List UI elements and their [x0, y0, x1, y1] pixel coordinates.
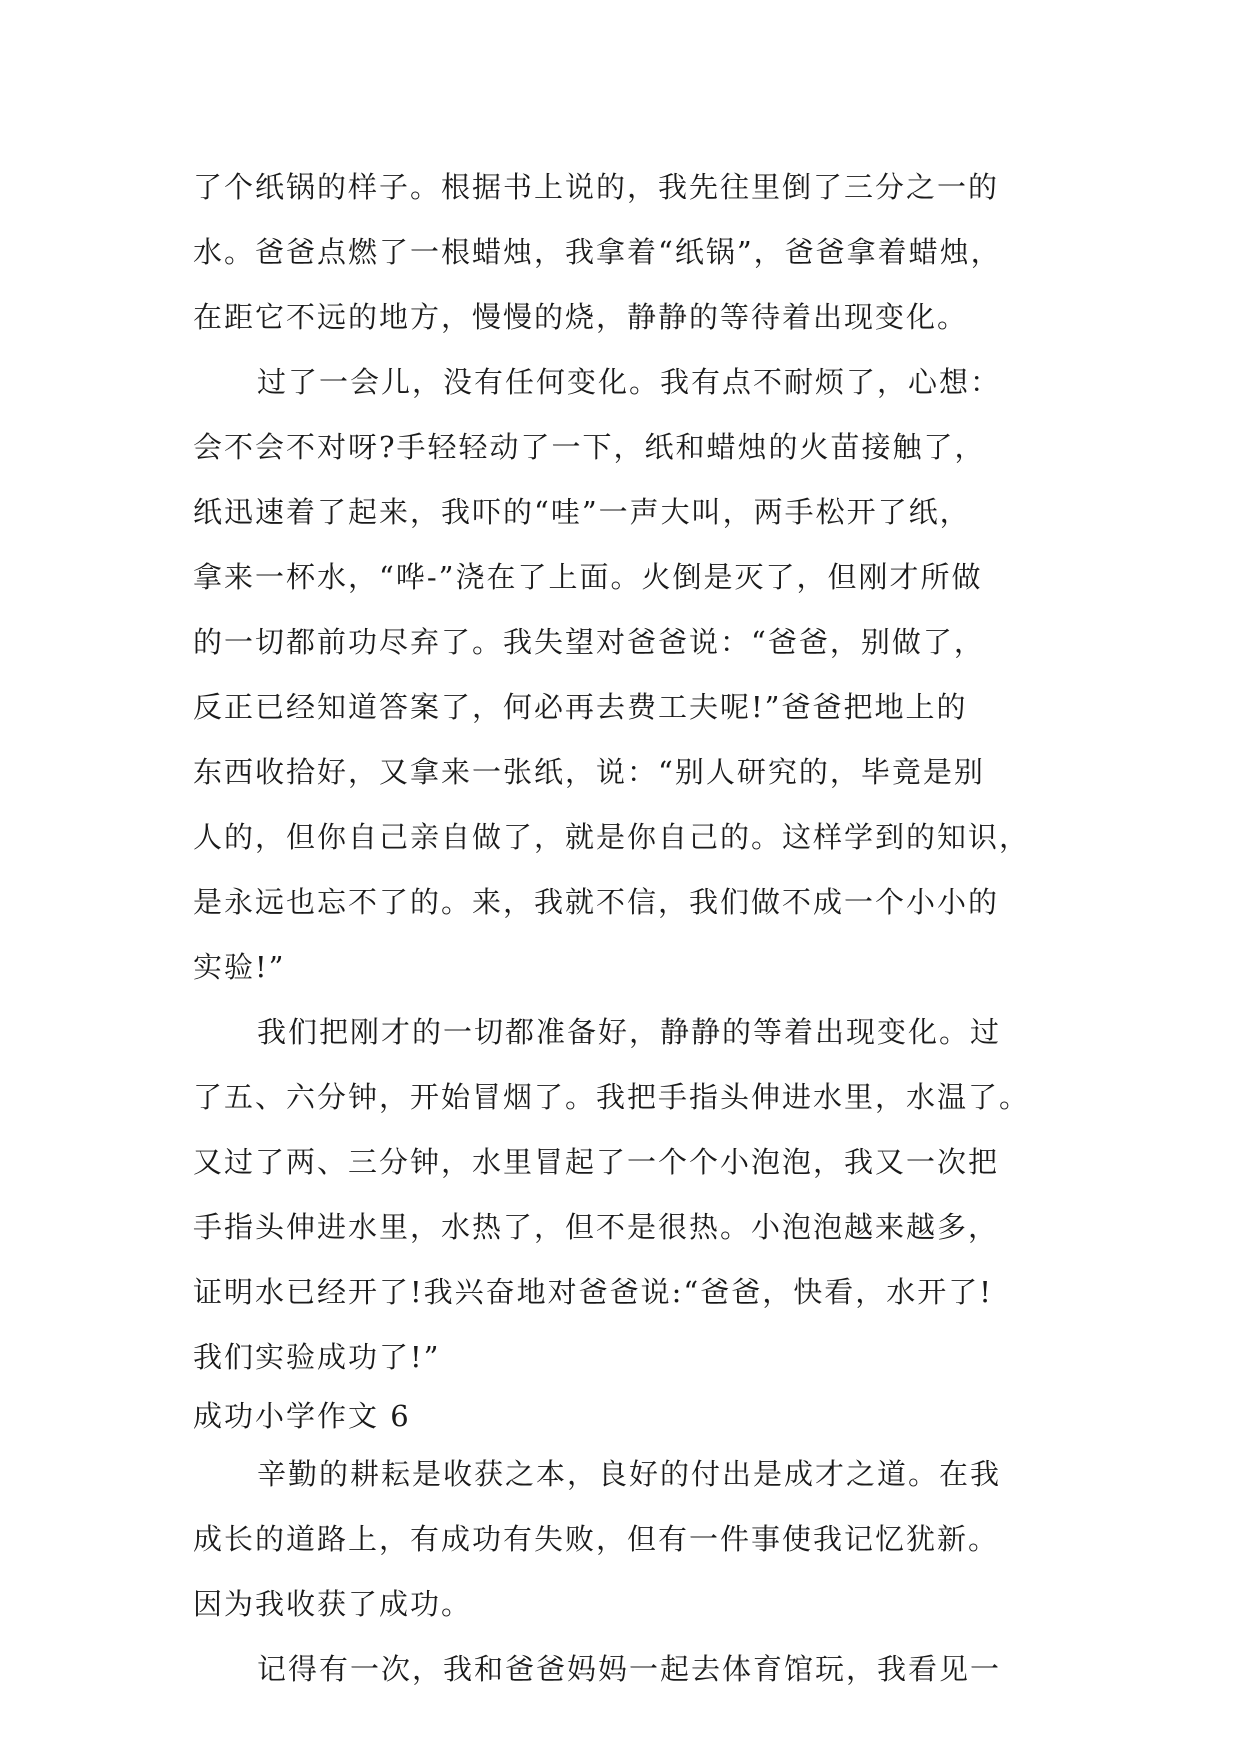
text-line: 我们实验成功了!” [193, 1340, 441, 1374]
text-line: 的一切都前功尽弃了。我失望对爸爸说：“爸爸，别做了， [193, 625, 985, 659]
paragraph [193, 1000, 1053, 1390]
paragraph [193, 155, 1053, 350]
text-line: 是永远也忘不了的。来，我就不信，我们做不成一个小小的 [193, 885, 1000, 919]
text-line: 了个纸锅的样子。根据书上说的，我先往里倒了三分之一的 [193, 170, 1000, 204]
document-body [193, 155, 1053, 1702]
text-line: 记得有一次，我和爸爸妈妈一起去体育馆玩，我看见一 [257, 1652, 1002, 1686]
text-line: 实验!” [193, 950, 286, 984]
paragraph [193, 1637, 1053, 1702]
text-line: 人的，但你自己亲自做了，就是你自己的。这样学到的知识， [193, 820, 1031, 854]
text-line: 了五、六分钟，开始冒烟了。我把手指头伸进水里，水温了。 [193, 1080, 1031, 1114]
text-line: 我们把刚才的一切都准备好，静静的等着出现变化。过 [257, 1015, 1002, 1049]
text-line: 拿来一杯水，“哗-”浇在了上面。火倒是灭了，但刚才所做 [193, 560, 983, 594]
text-line: 成长的道路上，有成功有失败，但有一件事使我记忆犹新。 [193, 1522, 1000, 1556]
text-line: 东西收拾好，又拿来一张纸，说：“别人研究的，毕竟是别 [193, 755, 985, 789]
text-line: 水。爸爸点燃了一根蜡烛，我拿着“纸锅”，爸爸拿着蜡烛， [193, 235, 1002, 269]
text-line: 辛勤的耕耘是收获之本，良好的付出是成才之道。在我 [257, 1457, 1002, 1491]
text-line: 因为我收获了成功。 [193, 1587, 473, 1621]
text-line: 在距它不远的地方，慢慢的烧，静静的等待着出现变化。 [193, 300, 969, 334]
section-heading: 成功小学作文 6 [193, 1399, 411, 1433]
text-line: 反正已经知道答案了，何必再去费工夫呢!”爸爸把地上的 [193, 690, 968, 724]
text-line: 手指头伸进水里，水热了，但不是很热。小泡泡越来越多， [193, 1210, 1000, 1244]
text-line: 证明水已经开了!我兴奋地对爸爸说:“爸爸，快看，水开了! [193, 1275, 993, 1309]
text-line: 又过了两、三分钟，水里冒起了一个个小泡泡，我又一次把 [193, 1145, 1000, 1179]
text-line: 会不会不对呀?手轻轻动了一下，纸和蜡烛的火苗接触了， [193, 430, 986, 464]
text-line: 过了一会儿，没有任何变化。我有点不耐烦了，心想： [257, 365, 1002, 399]
text-line: 纸迅速着了起来，我吓的“哇”一声大叫，两手松开了纸， [193, 495, 971, 529]
paragraph [193, 1442, 1053, 1637]
paragraph [193, 350, 1053, 1000]
